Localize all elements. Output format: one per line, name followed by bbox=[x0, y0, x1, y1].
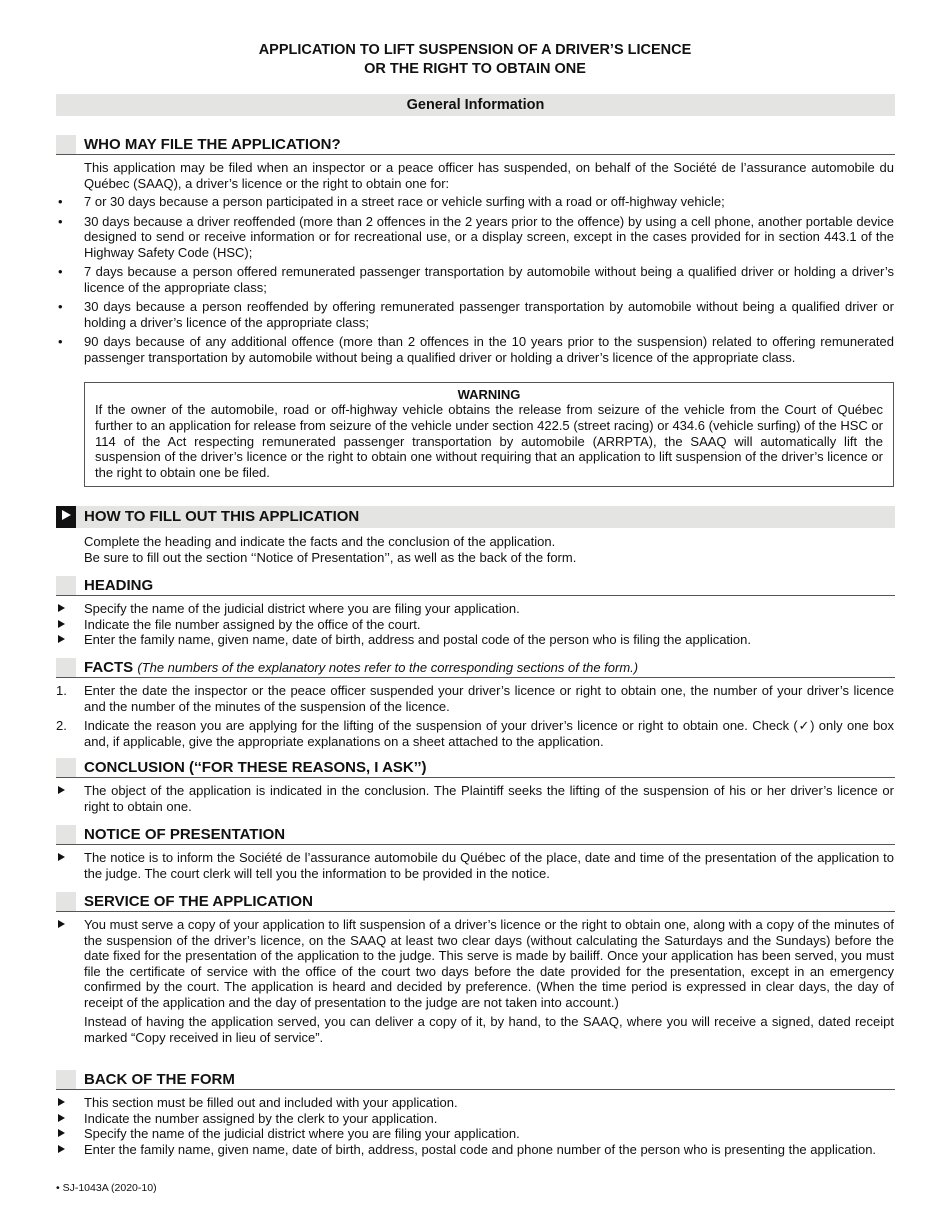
facts-header bbox=[56, 658, 895, 678]
list-item: Specify the name of the judicial district where you are filing your application. bbox=[84, 601, 520, 616]
facts-note: (The numbers of the explanatory notes refer to the corresponding sections of the form.) bbox=[137, 660, 639, 675]
service-list bbox=[56, 917, 894, 1049]
service-header bbox=[56, 892, 895, 912]
title-line-1: APPLICATION TO LIFT SUSPENSION OF A DRIVER’S LICENCE bbox=[258, 42, 692, 58]
section-marker bbox=[56, 576, 76, 595]
list-item: Specify the name of the judicial district where you are filing your application. bbox=[84, 1126, 520, 1141]
section-marker bbox=[56, 135, 76, 154]
who-may-file-intro: This application may be filed when an inspector or a peace officer has suspended, on behalf of the Société de l’assurance automobile du Québec (SAAQ), a driver’s licence or the right to obtain one for: bbox=[84, 160, 894, 191]
who-may-file-heading: WHO MAY FILE THE APPLICATION? bbox=[84, 136, 341, 153]
heading-section-header bbox=[56, 576, 895, 596]
item-number: 2. bbox=[56, 718, 67, 733]
section-marker bbox=[56, 825, 76, 844]
heading-list bbox=[56, 601, 894, 648]
back-header bbox=[56, 1070, 895, 1090]
list-item: Enter the family name, given name, date of birth, address and postal code of the person who is filing the application. bbox=[84, 632, 752, 647]
who-may-file-header bbox=[56, 135, 895, 155]
facts-list bbox=[56, 683, 894, 753]
section-marker bbox=[56, 892, 76, 911]
how-to-fill-header bbox=[56, 506, 895, 528]
list-item: 7 days because a person offered remunerated passenger transportation by automobile without being a qualified driver or holding a driver’s licence of the appropriate class; bbox=[84, 264, 894, 295]
back-heading: BACK OF THE FORM bbox=[84, 1071, 235, 1088]
list-item: This section must be filled out and included with your application. bbox=[84, 1095, 458, 1110]
conclusion-header bbox=[56, 758, 895, 778]
list-item: Indicate the number assigned by the clerk to your application. bbox=[84, 1110, 438, 1126]
list-item: 30 days because a driver reoffended (more than 2 offences in the 2 years prior to the offence) by using a cell phone, another portable device designed to send or receive information or for recreational use, or a display screen, except in the cases provided for in section 443.1 of the Highway Safety Code (HSC); bbox=[84, 213, 894, 260]
warning-box bbox=[84, 382, 894, 487]
list-item: The object of the application is indicated in the conclusion. The Plaintiff seeks the lifting of the suspension of his or her driver’s licence or right to obtain one. bbox=[84, 783, 894, 814]
title-line-2: OR THE RIGHT TO OBTAIN ONE bbox=[364, 61, 586, 77]
document-title bbox=[0, 41, 950, 79]
section-marker bbox=[56, 758, 76, 777]
notice-header bbox=[56, 825, 895, 845]
list-item: 90 days because of any additional offence (more than 2 offences in the 10 years prior to the suspension) related to offering remunerated passenger transportation by automobile without being a qualified driver or holding a driver’s licence of the appropriate class. bbox=[84, 334, 894, 365]
list-item: The notice is to inform the Société de l’assurance automobile du Québec of the place, date and time of the presentation of the application to the judge. The court clerk will tell you the information to be provided in the notice. bbox=[84, 850, 894, 881]
list-item: You must serve a copy of your application to lift suspension of a driver’s licence or the right to obtain one, along with a copy of the minutes of the suspension of the driver’s licence, on the SAAQ at least two clear days (without calculating the Saturdays and the Sundays) before the date fixed for the presentation of the application to the judge. This serve is made by bailiff. Once your application has been served, you must file the certificate of service with the office of the court two days before the date provided for the presentation, except in an emergency confirmed by the court. The application is heard and decided by preference. (When the time period is expressed in clear days, the day of receipt of the application and the day of presentation to the judge are not taken into account.) bbox=[84, 917, 894, 1010]
warning-text: If the owner of the automobile, road or off-highway vehicle obtains the release from seizure of the vehicle from the Court of Québec further to an application for release from seizure of the vehicle under section 422.5 (street racing) or 434.6 (vehicle surfing) of the HSC or 114 of the Act respecting remunerated passenger transportation by automobile (ARRPTA), the SAAQ will automatically lift the suspension of the driver’s licence or the right to obtain one without requiring that an application to lift suspension of the driver’s licence or the right to obtain one be filed. bbox=[95, 402, 883, 481]
list-item: Indicate the file number assigned by the office of the court. bbox=[84, 616, 421, 632]
list-item: Enter the family name, given name, date of birth, address, postal code and phone number of the person who is presenting the application. bbox=[84, 1141, 877, 1157]
list-item: 30 days because a person reoffended by offering remunerated passenger transportation by automobile without being a qualified driver or holding a driver’s licence of the appropriate class; bbox=[84, 299, 894, 330]
section-marker bbox=[56, 1070, 76, 1089]
warning-title: WARNING bbox=[457, 387, 521, 402]
list-item: 2. Indicate the reason you are applying for the lifting of the suspension of your driver’s licence or right to obtain one. Check (✓) only one box and, if applicable, give the appropriate explanations on a sheet attached to the application. bbox=[56, 718, 894, 749]
back-list bbox=[56, 1095, 894, 1157]
notice-list bbox=[56, 850, 894, 885]
item-number: 1. bbox=[56, 683, 67, 698]
general-information-band: General Information bbox=[56, 94, 895, 116]
list-item: Instead of having the application served, you can deliver a copy of it, by hand, to the SAAQ, where you will receive a signed, dated receipt marked “Copy received in lieu of service”. bbox=[84, 1014, 894, 1045]
conclusion-list bbox=[56, 783, 894, 818]
how-to-fill-line-1: Complete the heading and indicate the facts and the conclusion of the application. bbox=[84, 534, 556, 549]
heading-section-heading: HEADING bbox=[84, 577, 154, 594]
play-arrow-icon bbox=[56, 506, 76, 528]
section-marker bbox=[56, 658, 76, 677]
how-to-fill-heading: HOW TO FILL OUT THIS APPLICATION bbox=[84, 508, 360, 525]
list-item: 7 or 30 days because a person participated in a street race or vehicle surfing with a road or off-highway vehicle; bbox=[84, 194, 725, 209]
form-code-footer: • SJ-1043A (2020-10) bbox=[56, 1182, 157, 1194]
conclusion-heading: CONCLUSION (‘‘FOR THESE REASONS, I ASK’’) bbox=[84, 759, 427, 776]
list-item: 1. Enter the date the inspector or the peace officer suspended your driver’s licence or right to obtain one, the number of your driver’s licence and the number of the minutes of the suspension of the licence. bbox=[56, 683, 894, 714]
notice-heading: NOTICE OF PRESENTATION bbox=[84, 826, 286, 843]
how-to-fill-line-2: Be sure to fill out the section ‘‘Notice of Presentation’’, as well as the back of the form. bbox=[84, 550, 577, 565]
service-heading: SERVICE OF THE APPLICATION bbox=[84, 893, 313, 910]
facts-heading: FACTS (The numbers of the explanatory notes refer to the corresponding sections of the form.) bbox=[84, 659, 639, 676]
who-may-file-list bbox=[56, 194, 894, 369]
